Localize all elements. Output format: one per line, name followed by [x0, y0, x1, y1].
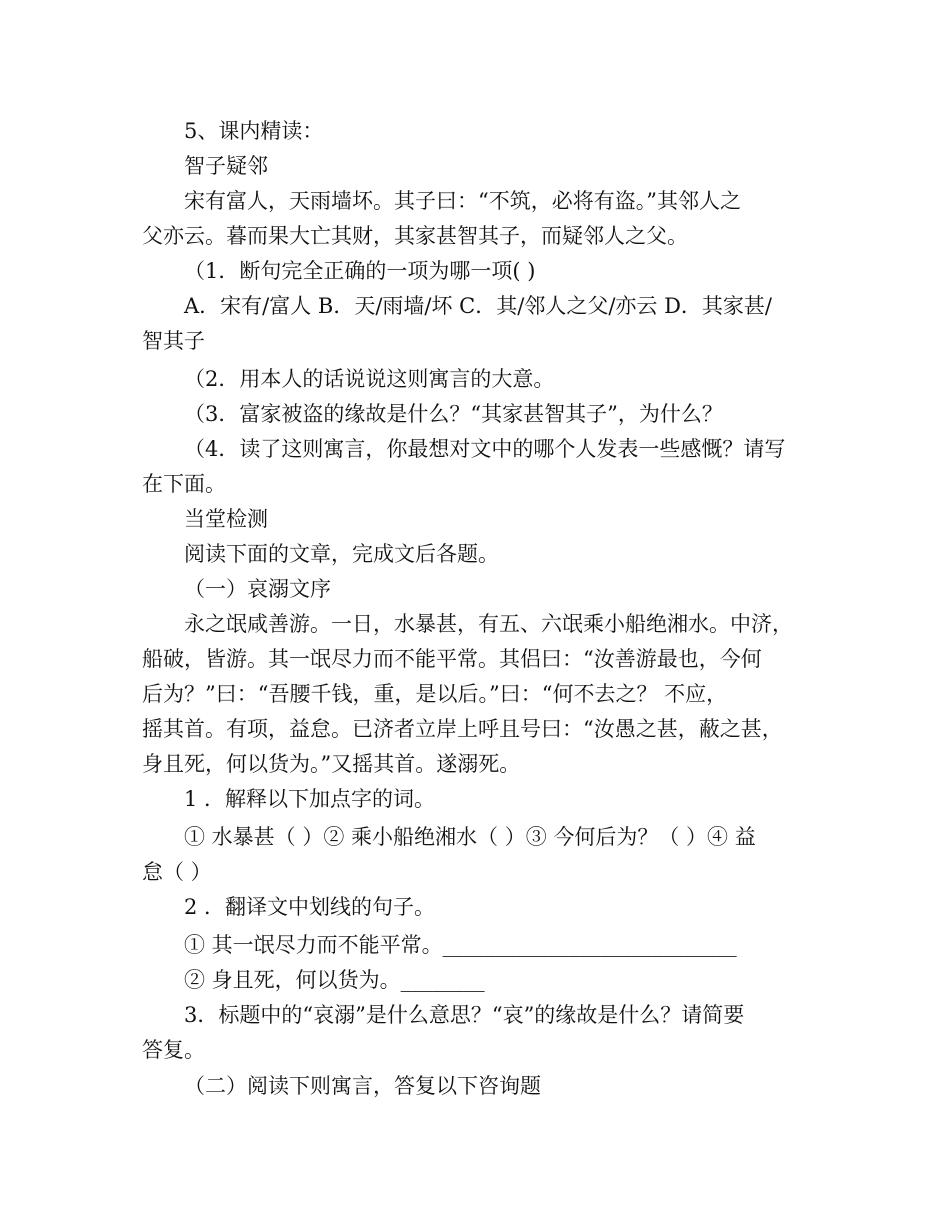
passage-line: 后为？”曰：“吾腰千钱，重，是以后。”曰：“何不去之？ 不应，	[142, 682, 728, 706]
text-title: （二）阅读下则寓言，答复以下咨询题	[184, 1074, 541, 1098]
question-options: 智其子	[142, 329, 205, 353]
passage-line: 永之氓咸善游。一日，水暴甚，有五、六氓乘小船绝湘水。中济，	[184, 612, 793, 636]
question-line: 答复。	[142, 1038, 205, 1062]
passage-line: 摇其首。有项，益怠。已济者立岸上呼且号曰：“汝愚之甚，蔽之甚，	[142, 717, 783, 741]
instruction-line: 阅读下面的文章，完成文后各题。	[184, 542, 499, 566]
question-line: 2 ．翻译文中划线的句子。	[184, 895, 436, 919]
question-line: 在下面。	[142, 472, 226, 496]
section-heading: 当堂检测	[184, 507, 268, 531]
question-line: （4．读了这则寓言，你最想对文中的哪个人发表一些感慨？请写	[184, 437, 786, 461]
question-line: （1．断句完全正确的一项为哪一项( )	[184, 259, 536, 283]
passage-line: 身且死，何以货为。”又摇其首。遂溺死。	[142, 752, 521, 776]
text-title: 智子疑邻	[184, 154, 268, 178]
question-line: （3．富家被盗的缘故是什么？“其家甚智其子”，为什么？	[184, 402, 723, 426]
passage-line: 船破，皆游。其一氓尽力而不能平常。其侣曰：“汝善游最也，今何	[142, 647, 762, 671]
question-line: 1 ．解释以下加点字的词。	[184, 787, 436, 811]
question-line: 3．标题中的“哀溺”是什么意思？“哀”的缘故是什么？请简要	[184, 1003, 745, 1027]
question-line: 怠（ ）	[142, 860, 212, 884]
passage-line: 父亦云。暮而果大亡其财，其家甚智其子，而疑邻人之父。	[142, 224, 688, 248]
question-line: ② 身且死，何以货为。________	[184, 968, 485, 992]
passage-line: 宋有富人，天雨墙坏。其子曰：“不筑，必将有盗。”其邻人之	[184, 189, 741, 213]
section-heading: 5、课内精读：	[184, 119, 324, 143]
text-title: （一）哀溺文序	[184, 577, 331, 601]
question-line: ① 水暴甚（ ）② 乘小船绝湘水（ ）③ 今何后为？（ ）④ 益	[184, 825, 756, 849]
question-line: ① 其一氓尽力而不能平常。____________________________	[184, 933, 737, 957]
question-line: （2．用本人的话说说这则寓言的大意。	[184, 367, 555, 391]
question-options: A．宋有/富人 B．天/雨墙/坏 C．其/邻人之父/亦云 D．其家甚/	[184, 294, 772, 318]
